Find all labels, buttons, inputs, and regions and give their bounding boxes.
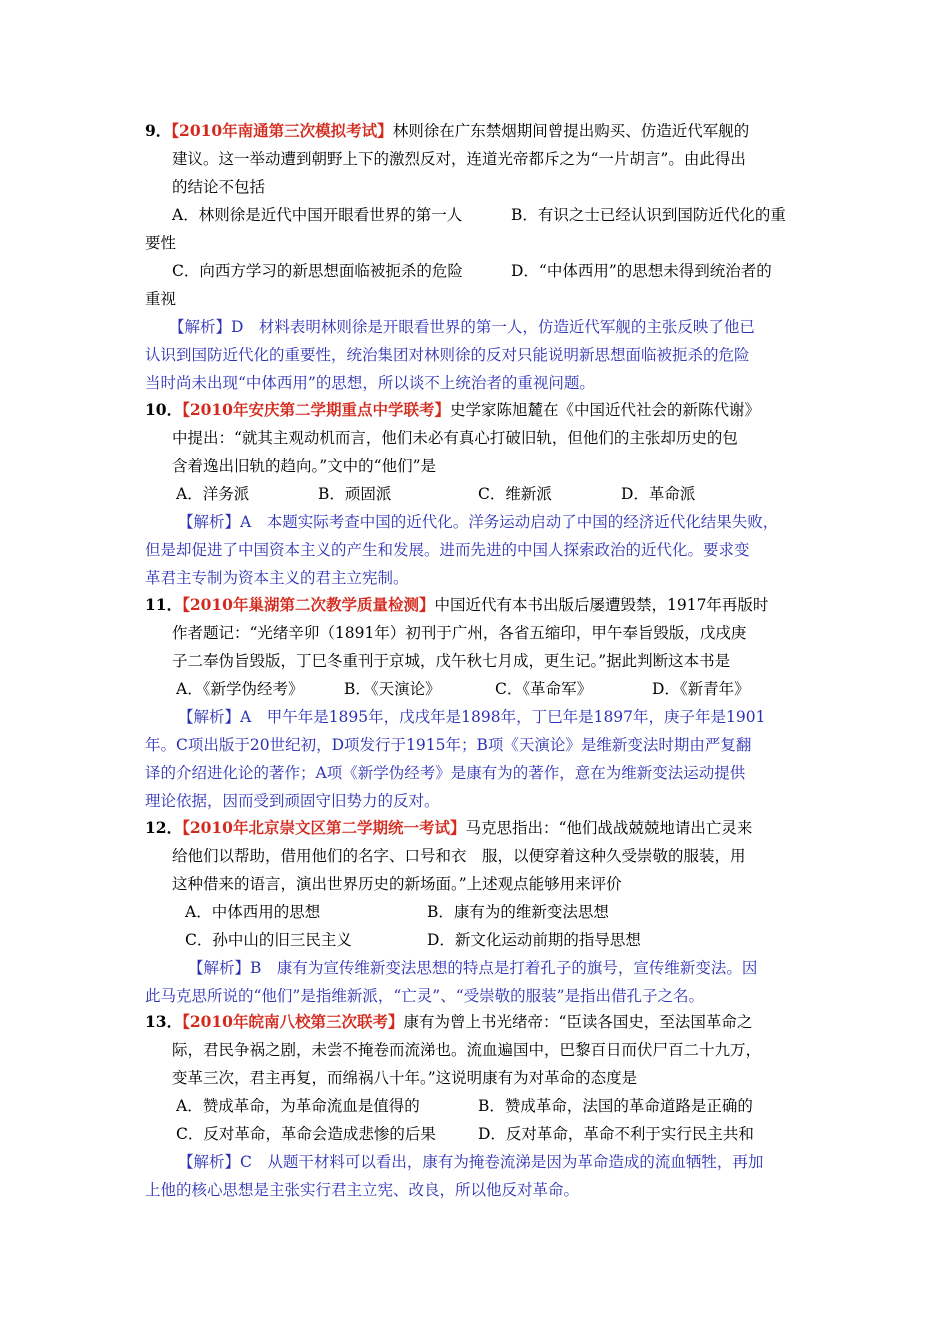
option-row (145, 898, 825, 926)
option-d: D．反对革命，革命不利于实行民主共和 (478, 1125, 754, 1143)
option-b: B．康有为的维新变法思想 (427, 903, 609, 921)
analysis-text: 【解析】B 康有为宣传维新变法思想的特点是打着孔子的旗号，宣传维新变法。因 (188, 959, 758, 977)
option-c: C．维新派 (478, 485, 552, 503)
analysis-text: 译的介绍进化论的著作；A项《新学伪经考》是康有为的著作，意在为维新变法运动提供 (145, 764, 746, 782)
question-number: 13． (145, 1012, 183, 1031)
analysis-text: 革君主专制为资本主义的君主立宪制。 (145, 569, 409, 587)
option-c: C．《革命军》 (495, 680, 593, 698)
question-stem: 中提出：“就其主观动机而言，他们未必有真心打破旧轨，但他们的主张却历史的包 (172, 429, 738, 447)
option-d: D．新文化运动前期的指导思想 (427, 931, 641, 949)
question-9 (145, 117, 825, 397)
analysis-text: 【解析】A 甲午年是1895年，戊戌年是1898年，丁巳年是1897年，庚子年是1901 (178, 708, 766, 726)
question-source: 【2010年巢湖第二次教学质量检测】 (182, 595, 435, 614)
question-stem: 康有为曾上书光绪帝：“臣读各国史，至法国革命之 (403, 1013, 753, 1031)
analysis-text: 认识到国防近代化的重要性，统治集团对林则徐的反对只能说明新思想面临被扼杀的危险 (145, 346, 750, 364)
question-number: 12． (145, 818, 183, 837)
question-stem: 中国近代有本书出版后屡遭毁禁，1917年再版时 (434, 596, 769, 614)
question-number: 9． (145, 121, 172, 140)
option-b-continued: 要性 (145, 234, 177, 252)
option-row (145, 1092, 825, 1120)
option-d: D．革命派 (621, 485, 696, 503)
question-source: 【2010年安庆第二学期重点中学联考】 (182, 400, 450, 419)
analysis-text: 上他的核心思想是主张实行君主立宪、改良，所以他反对革命。 (145, 1181, 580, 1199)
option-a: A．《新学伪经考》 (176, 680, 304, 698)
option-d-continued: 重视 (145, 290, 177, 308)
question-stem: 含着逸出旧轨的趋向。”文中的“他们”是 (172, 457, 437, 475)
question-stem: 作者题记：“光绪辛卯（1891年）初刊于广州，各省五缩印，甲午奉旨毁版，戊戌庚 (172, 624, 747, 642)
question-10 (145, 396, 825, 592)
option-row (145, 926, 825, 954)
option-a: A．中体西用的思想 (185, 903, 321, 921)
analysis-text: 【解析】A 本题实际考查中国的近代化。洋务运动启动了中国的经济近代化结果失败， (178, 513, 779, 531)
question-13 (145, 1008, 825, 1204)
question-number: 11． (145, 595, 183, 614)
question-stem: 马克思指出：“他们战战兢兢地请出亡灵来 (465, 819, 753, 837)
option-b: B．有识之士已经认识到国防近代化的重 (511, 206, 786, 224)
option-a: A．林则徐是近代中国开眼看世界的第一人 (172, 206, 463, 224)
option-row (145, 480, 825, 508)
analysis-text: 【解析】D 材料表明林则徐是开眼看世界的第一人，仿造近代军舰的主张反映了他已 (169, 318, 755, 336)
question-stem: 这种借来的语言，演出世界历史的新场面。”上述观点能够用来评价 (172, 875, 622, 893)
option-row (145, 1120, 825, 1148)
analysis-text: 【解析】C 从题干材料可以看出，康有为掩卷流涕是因为革命造成的流血牺牲，再加 (178, 1153, 764, 1171)
option-c: C．向西方学习的新思想面临被扼杀的危险 (172, 262, 463, 280)
question-stem: 的结论不包括 (172, 178, 266, 196)
question-11 (145, 591, 825, 815)
question-stem: 子二奉伪旨毁版，丁巳冬重刊于京城，戊午秋七月成，更生记。”据此判断这本书是 (172, 652, 731, 670)
option-row (145, 201, 825, 229)
option-c: C．孙中山的旧三民主义 (185, 931, 352, 949)
question-stem: 给他们以帮助，借用他们的名字、口号和衣 服，以便穿着这种久受崇敬的服装，用 (172, 847, 746, 865)
option-a: A．洋务派 (176, 485, 250, 503)
option-a: A．赞成革命，为革命流血是值得的 (176, 1097, 420, 1115)
option-d: D．“中体西用”的思想未得到统治者的 (511, 262, 772, 280)
analysis-text: 理论依据，因而受到顽固守旧势力的反对。 (145, 792, 440, 810)
option-d: D．《新青年》 (652, 680, 750, 698)
question-stem: 际，君民争祸之剧，未尝不掩卷而流涕也。流血遍国中，巴黎百日而伏尸百二十九万， (172, 1041, 762, 1059)
question-source: 【2010年皖南八校第三次联考】 (182, 1012, 404, 1031)
analysis-text: 但是却促进了中国资本主义的产生和发展。进而先进的中国人探索政治的近代化。要求变 (145, 541, 750, 559)
question-stem: 史学家陈旭麓在《中国近代社会的新陈代谢》 (449, 401, 760, 419)
option-row (145, 675, 825, 703)
option-row (145, 257, 825, 285)
question-12 (145, 814, 825, 1010)
option-b: B．《天演论》 (344, 680, 441, 698)
option-c: C．反对革命，革命会造成悲惨的后果 (176, 1125, 436, 1143)
option-b: B．赞成革命，法国的革命道路是正确的 (478, 1097, 753, 1115)
question-source: 【2010年南通第三次模拟考试】 (171, 121, 393, 140)
analysis-text: 当时尚未出现“中体西用”的思想，所以谈不上统治者的重视问题。 (145, 374, 595, 392)
question-stem: 建议。这一举动遭到朝野上下的激烈反对，连道光帝都斥之为“一片胡言”。由此得出 (172, 150, 746, 168)
analysis-text: 此马克思所说的“他们”是指维新派，“亡灵”、“受崇敬的服装”是指出借孔子之名。 (145, 987, 705, 1005)
question-stem: 林则徐在广东禁烟期间曾提出购买、仿造近代军舰的 (392, 122, 750, 140)
question-source: 【2010年北京崇文区第二学期统一考试】 (182, 818, 466, 837)
question-number: 10． (145, 400, 183, 419)
question-stem: 变革三次，君主再复，而绵祸八十年。”这说明康有为对革命的态度是 (172, 1069, 638, 1087)
option-b: B．顽固派 (318, 485, 392, 503)
analysis-text: 年。C项出版于20世纪初，D项发行于1915年；B项《天演论》是维新变法时期由严复翻 (145, 736, 752, 754)
